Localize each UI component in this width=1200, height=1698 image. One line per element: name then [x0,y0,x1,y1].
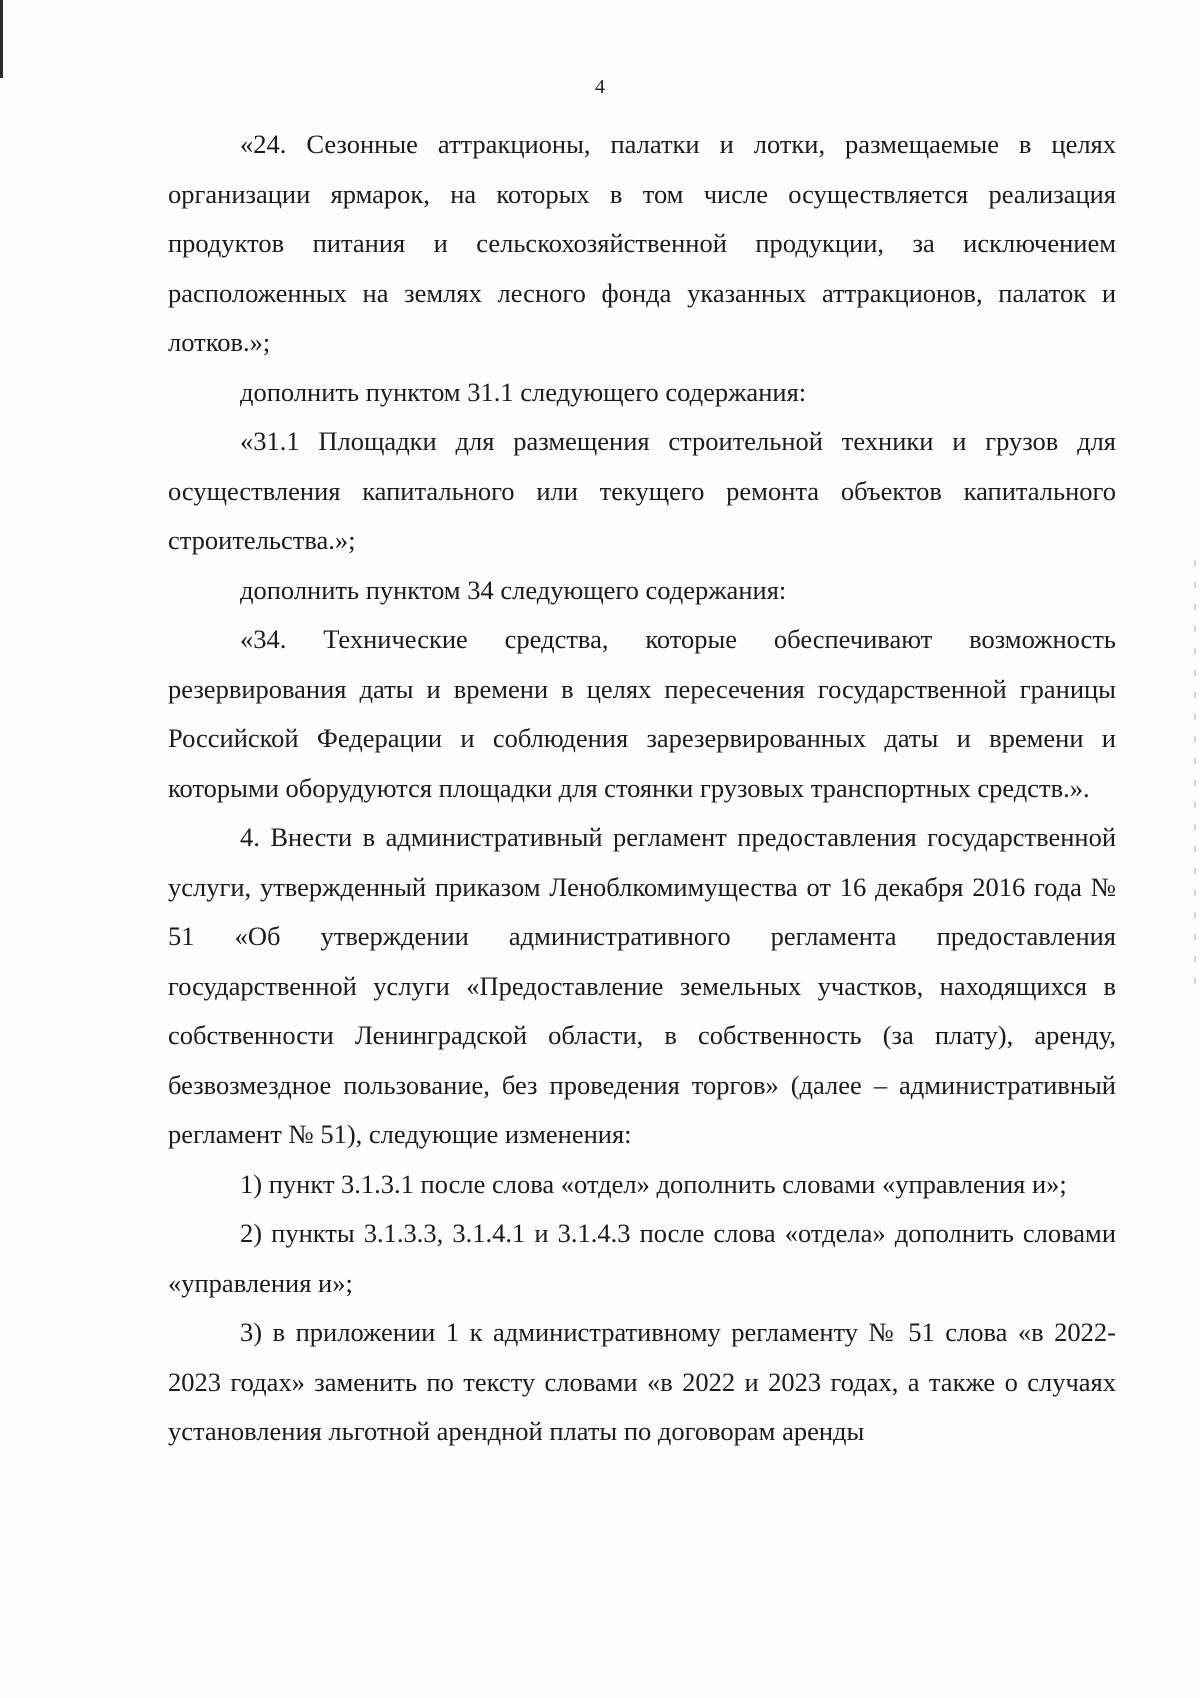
paragraph-change-3: 3) в приложении 1 к административному регламенту № 51 слова «в 2022-2023 годах» заменить по тексту словами «в 2022 и 2023 годах, а также о случаях установления льготной арендной платы по договорам аренды [168,1317,1116,1446]
paragraph-item-34: «34. Технические средства, которые обеспечивают возможность резервирования даты и времени в целях пересечения государственной границы Российской Федерации и соблюдения зарезервированных даты и времени и которыми оборудуются площадки для стоянки грузовых транспортных средств.». [168,624,1116,803]
page-number: 4 [595,76,605,98]
document-body [168,120,1116,1457]
paragraph-item-24: «24. Сезонные аттракционы, палатки и лотки, размещаемые в целях организации ярмарок, на которых в том числе осуществляется реализация продуктов питания и сельскохозяйственной продукции, за исключением расположенных на землях лесного фонда указанных аттракционов, палаток и лотков.»; [168,129,1116,357]
paragraph-change-2: 2) пункты 3.1.3.3, 3.1.4.1 и 3.1.4.3 после слова «отдела» дополнить словами «управления и»; [168,1218,1116,1298]
paragraph-add-31-1-intro: дополнить пунктом 31.1 следующего содержания: [240,376,807,407]
paragraph-change-1: 1) пункт 3.1.3.1 после слова «отдел» дополнить словами «управления и»; [240,1168,1067,1199]
paragraph-item-31-1: «31.1 Площадки для размещения строительной техники и грузов для осуществления капитального или текущего ремонта объектов капитального строительства.»; [168,426,1116,555]
scan-margin-marks [1194,560,1196,990]
paragraph-section-4: 4. Внести в административный регламент предоставления государственной услуги, утвержденный приказом Леноблкомимущества от 16 декабря 2016 года № 51 «Об утверждении административного регламента предоставления государственной услуги «Предоставление земельных участков, находящихся в собственности Ленинградской области, в собственность (за плату), аренду, безвозмездное пользование, без проведения торгов» (далее – административный регламент № 51), следующие изменения: [168,822,1116,1149]
scan-edge-mark [0,0,3,78]
paragraph-add-34-intro: дополнить пунктом 34 следующего содержания: [240,574,787,605]
